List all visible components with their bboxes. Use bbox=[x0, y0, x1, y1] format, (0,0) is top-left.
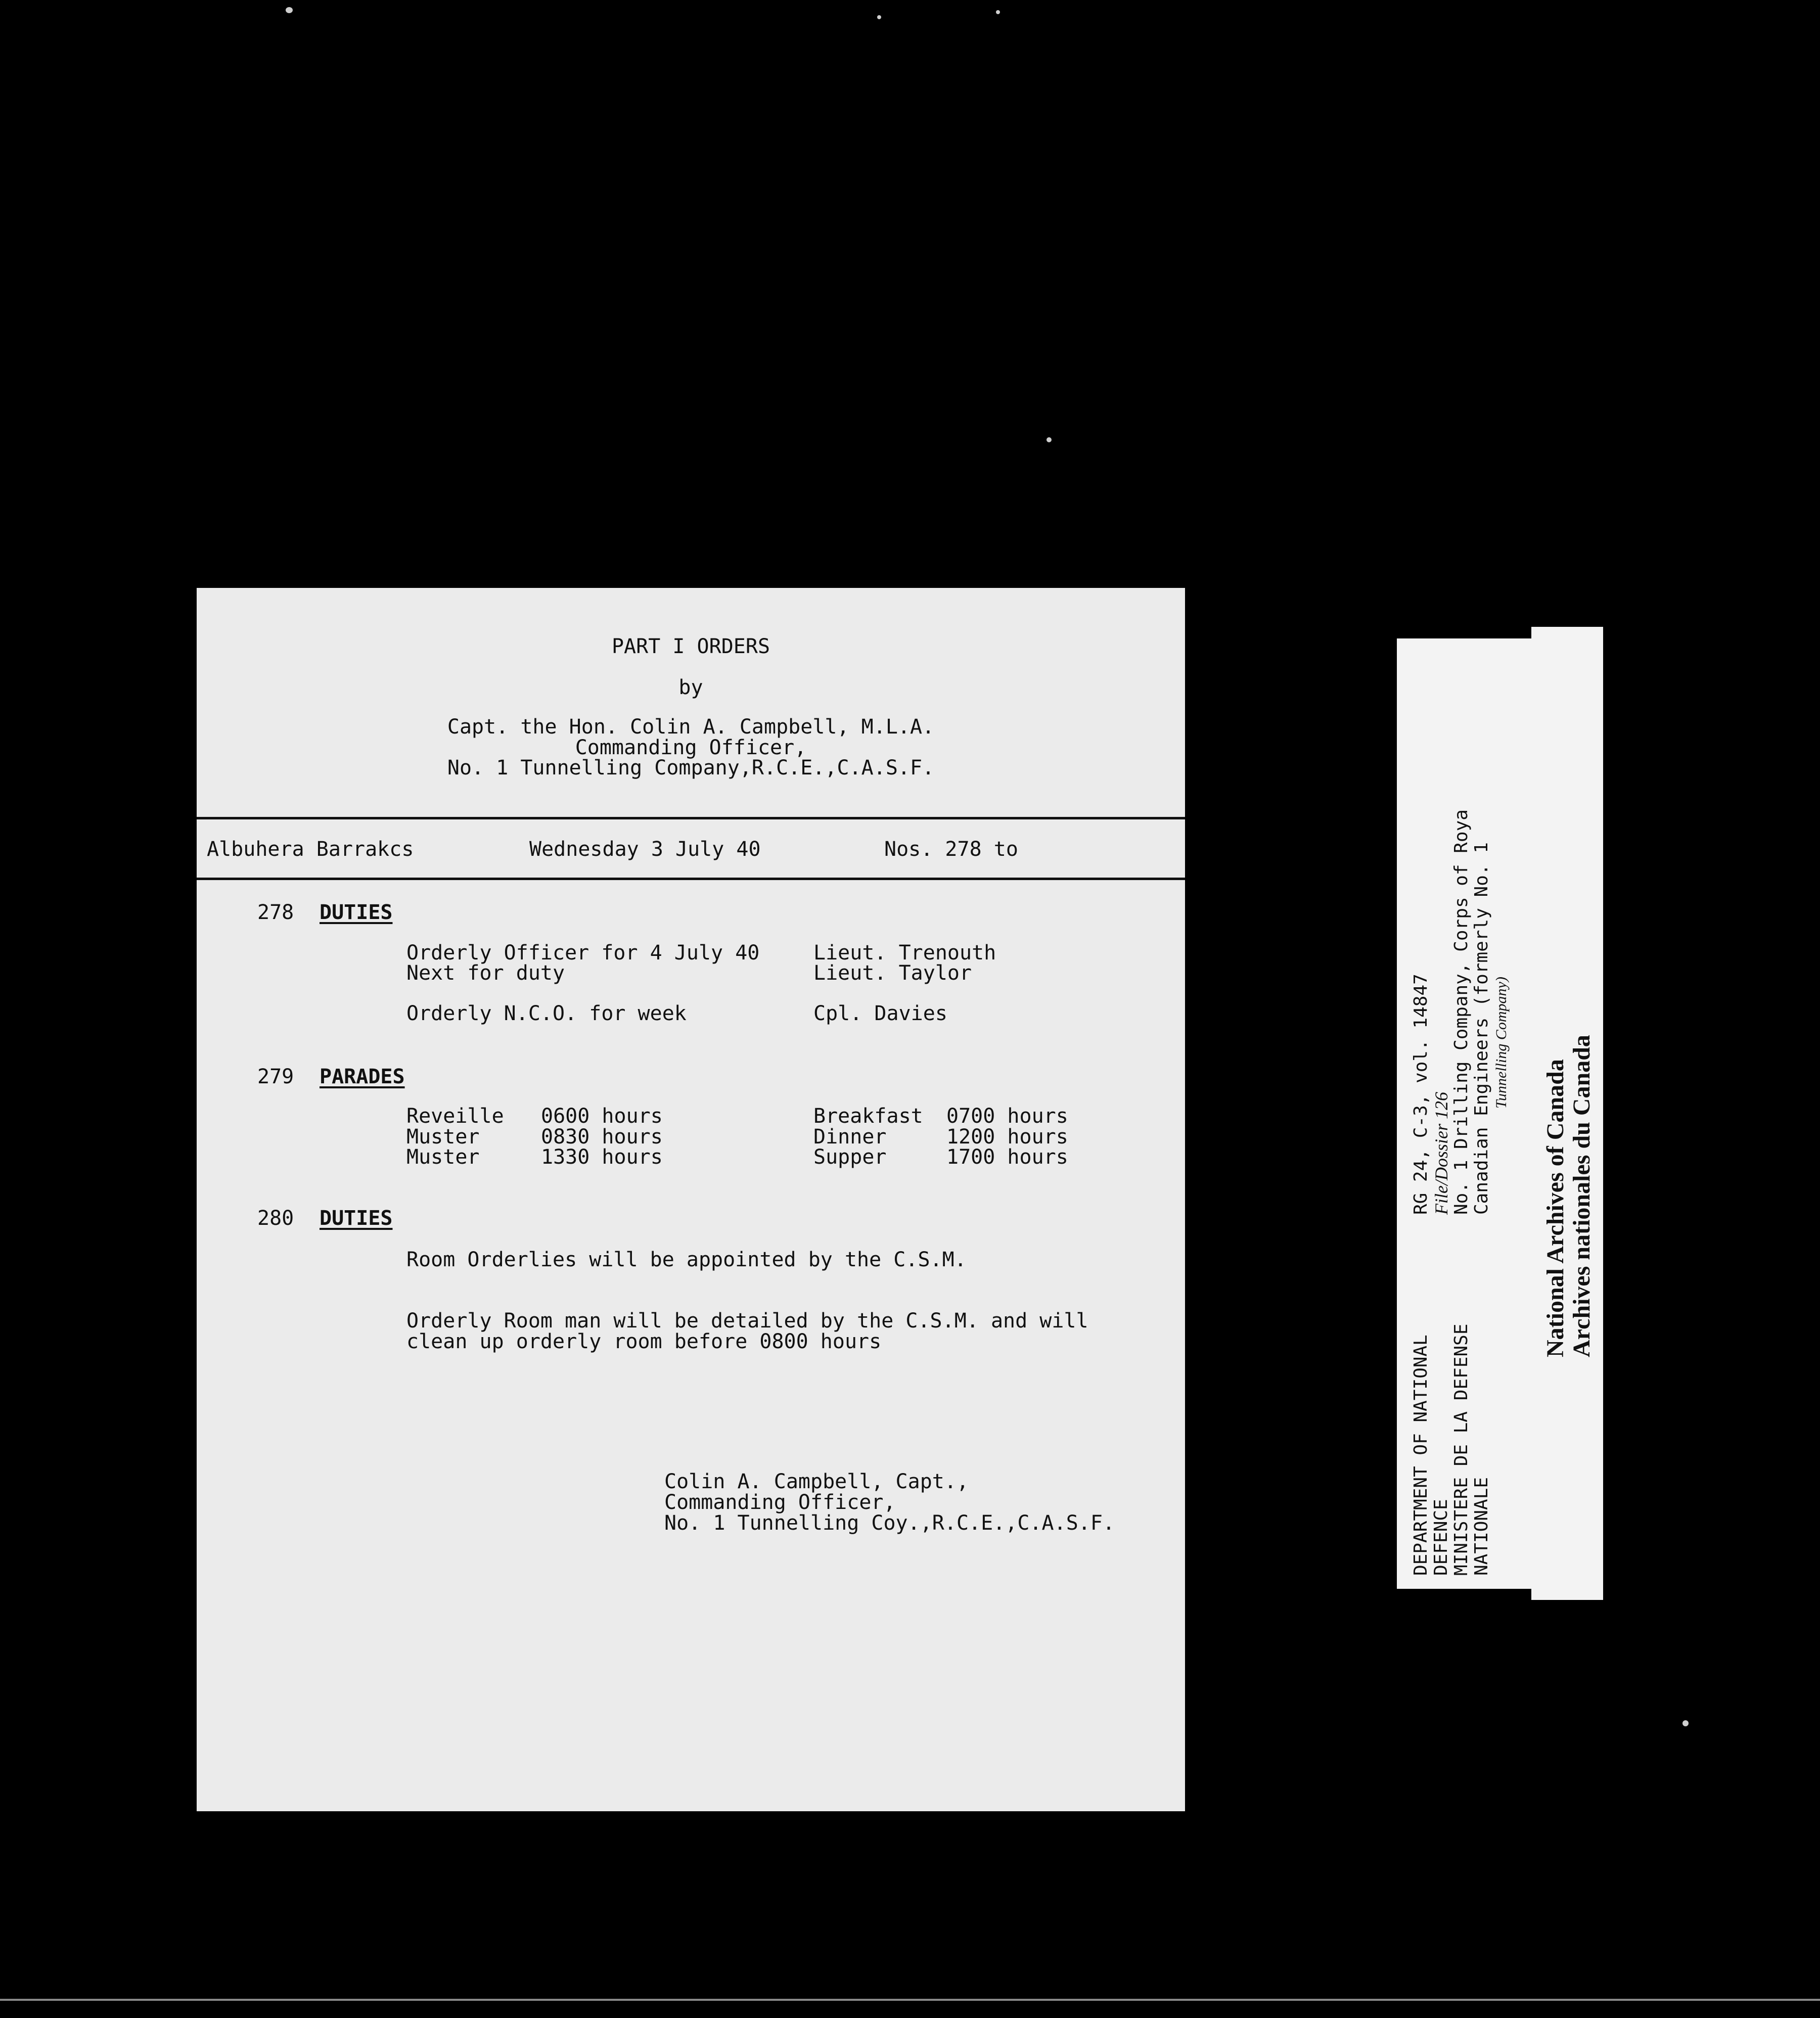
dateline-date: Wednesday 3 July 40 bbox=[529, 838, 761, 861]
meal-time: 1200 hours bbox=[946, 1125, 1068, 1149]
archive-stamp-line-1: National Archives of Canada bbox=[1542, 1059, 1569, 1357]
archive-label-card bbox=[1397, 638, 1532, 1589]
film-speck bbox=[1046, 437, 1052, 442]
meal-time: 0700 hours bbox=[946, 1105, 1068, 1128]
header-rule-bottom bbox=[197, 878, 1185, 880]
duty-row-left: Next for duty bbox=[406, 961, 565, 985]
byline-by: by bbox=[678, 676, 703, 699]
parade-name: Muster bbox=[406, 1125, 480, 1149]
label-left-line: DEFENCE bbox=[1431, 1499, 1451, 1576]
parade-time: 1330 hours bbox=[541, 1145, 663, 1169]
film-speck bbox=[877, 15, 881, 19]
author-line-2: Commanding Officer, bbox=[575, 736, 807, 759]
signature-line-1: Colin A. Campbell, Capt., bbox=[664, 1470, 969, 1493]
film-speck bbox=[1682, 1720, 1689, 1726]
duty-paragraph: clean up orderly room before 0800 hours bbox=[406, 1330, 882, 1353]
section-heading: PARADES bbox=[320, 1065, 405, 1088]
archive-stamp-card bbox=[1531, 627, 1603, 1600]
duty-row-left: Orderly Officer for 4 July 40 bbox=[406, 941, 760, 965]
dateline-location: Albuhera Barrakcs bbox=[207, 838, 414, 861]
label-right-line: No. 1 Drilling Company, Corps of Roya bbox=[1451, 809, 1472, 1215]
film-speck bbox=[286, 7, 293, 13]
archive-stamp-line-2: Archives nationales du Canada bbox=[1568, 1035, 1595, 1357]
label-right-line: Tunnelling Company) bbox=[1493, 977, 1510, 1109]
duty-paragraph: Room Orderlies will be appointed by the C.S.M. bbox=[406, 1248, 967, 1271]
label-right-line: File/Dossier 126 bbox=[1431, 1092, 1451, 1215]
duty-row-right: Lieut. Taylor bbox=[813, 961, 972, 985]
label-left-line: MINISTERE DE LA DEFENSE bbox=[1451, 1323, 1472, 1576]
label-left-line: DEPARTMENT OF NATIONAL bbox=[1410, 1335, 1431, 1576]
parade-time: 0600 hours bbox=[541, 1105, 663, 1128]
dateline-numbers: Nos. 278 to bbox=[884, 838, 1018, 861]
duty-paragraph: Orderly Room man will be detailed by the C.S.M. and will bbox=[406, 1309, 1088, 1333]
meal-time: 1700 hours bbox=[946, 1145, 1068, 1169]
parade-time: 0830 hours bbox=[541, 1125, 663, 1149]
meal-name: Supper bbox=[813, 1145, 887, 1169]
document-page bbox=[197, 588, 1185, 1811]
section-heading: DUTIES bbox=[320, 1207, 393, 1230]
label-left-line: NATIONALE bbox=[1471, 1477, 1492, 1576]
section-number: 278 bbox=[257, 901, 294, 924]
film-speck bbox=[996, 10, 1000, 14]
duty-row-right: Lieut. Trenouth bbox=[813, 941, 996, 965]
document-title: PART I ORDERS bbox=[611, 635, 770, 658]
meal-name: Breakfast bbox=[813, 1105, 923, 1128]
author-line-3: No. 1 Tunnelling Company,R.C.E.,C.A.S.F. bbox=[447, 756, 935, 779]
section-heading: DUTIES bbox=[320, 901, 393, 924]
duty-row-left: Orderly N.C.O. for week bbox=[406, 1002, 687, 1025]
header-rule-top bbox=[197, 817, 1185, 819]
parade-name: Muster bbox=[406, 1145, 480, 1169]
author-line-1: Capt. the Hon. Colin A. Campbell, M.L.A. bbox=[447, 715, 935, 739]
label-right-line: Canadian Engineers (formerly No. 1 bbox=[1471, 842, 1492, 1215]
signature-line-3: No. 1 Tunnelling Coy.,R.C.E.,C.A.S.F. bbox=[664, 1511, 1115, 1535]
meal-name: Dinner bbox=[813, 1125, 887, 1149]
signature-line-2: Commanding Officer, bbox=[664, 1491, 896, 1514]
label-right-line: RG 24, C-3, vol. 14847 bbox=[1410, 974, 1431, 1215]
film-edge-line bbox=[0, 1999, 1820, 2001]
parade-name: Reveille bbox=[406, 1105, 504, 1128]
section-number: 279 bbox=[257, 1065, 294, 1088]
duty-row-right: Cpl. Davies bbox=[813, 1002, 947, 1025]
section-number: 280 bbox=[257, 1207, 294, 1230]
